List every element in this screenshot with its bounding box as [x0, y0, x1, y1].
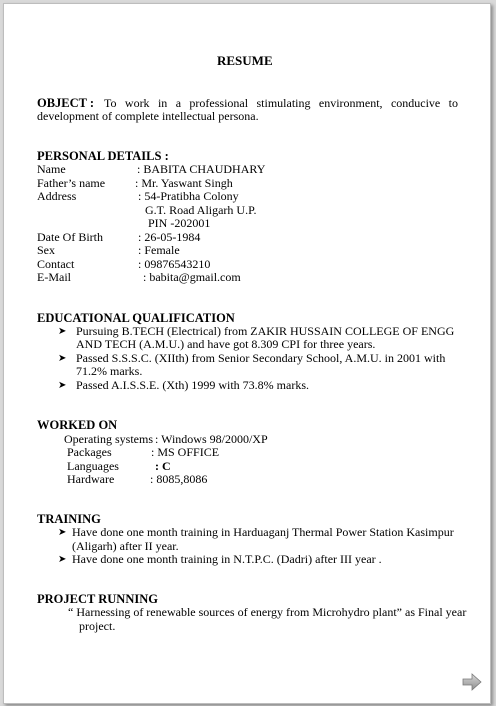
- personal-details-heading: PERSONAL DETAILS :: [37, 149, 169, 163]
- worked-value-os: : Windows 98/2000/XP: [155, 432, 268, 446]
- personal-label-contact: Contact: [37, 257, 75, 271]
- personal-label-dob: Date Of Birth: [37, 230, 103, 244]
- personal-value-sex: : Female: [138, 243, 180, 257]
- education-item-1-line2: AND TECH (A.M.U.) and have got 8.309 CPI for three years.: [76, 337, 376, 351]
- objective-text: [37, 97, 458, 123]
- worked-label-os: Operating systems: [64, 432, 153, 446]
- objective-heading: OBJECT :: [37, 96, 95, 110]
- arrow-bullet-icon: ➤: [58, 353, 67, 364]
- education-item-1-line1: Pursuing B.TECH (Electrical) from ZAKIR HUSSAIN COLLEGE OF ENGG: [76, 324, 455, 338]
- arrow-bullet-icon: ➤: [58, 380, 67, 391]
- personal-value-address-pin: PIN -202001: [148, 216, 211, 230]
- personal-value-dob: : 26-05-1984: [138, 230, 201, 244]
- education-item-3-line1: Passed A.I.S.S.E. (Xth) 1999 with 73.8% marks.: [76, 378, 309, 392]
- worked-label-languages: Languages: [67, 459, 119, 473]
- personal-value-address: : 54-Pratibha Colony: [138, 189, 239, 203]
- personal-label-father: Father’s name: [37, 176, 106, 190]
- personal-value-email: : babita@gmail.com: [143, 270, 241, 284]
- personal-label-name: Name: [37, 162, 66, 176]
- training-item-1-line2: (Aligarh) after II year.: [72, 539, 179, 553]
- project-line1: “ Harnessing of renewable sources of energy from Microhydro plant” as Final year: [68, 605, 467, 619]
- training-item-1-line1: Have done one month training in Harduaganj Thermal Power Station Kasimpur: [72, 525, 454, 539]
- worked-label-hardware: Hardware: [67, 472, 115, 486]
- resume-title: RESUME: [217, 53, 273, 68]
- worked-label-packages: Packages: [67, 445, 112, 459]
- worked-on-heading: WORKED ON: [37, 418, 118, 432]
- personal-value-contact: : 09876543210: [138, 257, 211, 271]
- personal-label-sex: Sex: [37, 243, 55, 257]
- resume-page: [3, 3, 491, 704]
- worked-value-hardware: : 8085,8086: [150, 472, 208, 486]
- training-heading: TRAINING: [37, 512, 101, 526]
- personal-value-address-line2: G.T. Road Aligarh U.P.: [145, 203, 257, 217]
- education-item-2-line2: 71.2% marks.: [76, 364, 143, 378]
- training-item-2-line1: Have done one month training in N.T.P.C. (Dadri) after III year .: [72, 552, 382, 566]
- arrow-bullet-icon: ➤: [58, 554, 67, 565]
- worked-value-packages: : MS OFFICE: [151, 445, 220, 459]
- personal-label-email: E-Mail: [37, 270, 71, 284]
- education-heading: EDUCATIONAL QUALIFICATION: [37, 311, 235, 325]
- personal-value-father: : Mr. Yaswant Singh: [135, 176, 233, 190]
- personal-label-address: Address: [37, 189, 77, 203]
- next-arrow-icon[interactable]: [462, 673, 482, 691]
- objective-body: To work in a professional stimulating environment, conducive to development of complete intellectual persona.: [37, 96, 458, 123]
- education-item-2-line1: Passed S.S.S.C. (XIIth) from Senior Secondary School, A.M.U. in 2001 with: [76, 351, 446, 365]
- arrow-bullet-icon: ➤: [58, 527, 67, 538]
- personal-value-name: : BABITA CHAUDHARY: [137, 162, 266, 176]
- project-line2: project.: [79, 619, 116, 633]
- worked-value-languages: : C: [155, 459, 171, 473]
- arrow-bullet-icon: ➤: [58, 326, 67, 337]
- project-heading: PROJECT RUNNING: [37, 592, 158, 606]
